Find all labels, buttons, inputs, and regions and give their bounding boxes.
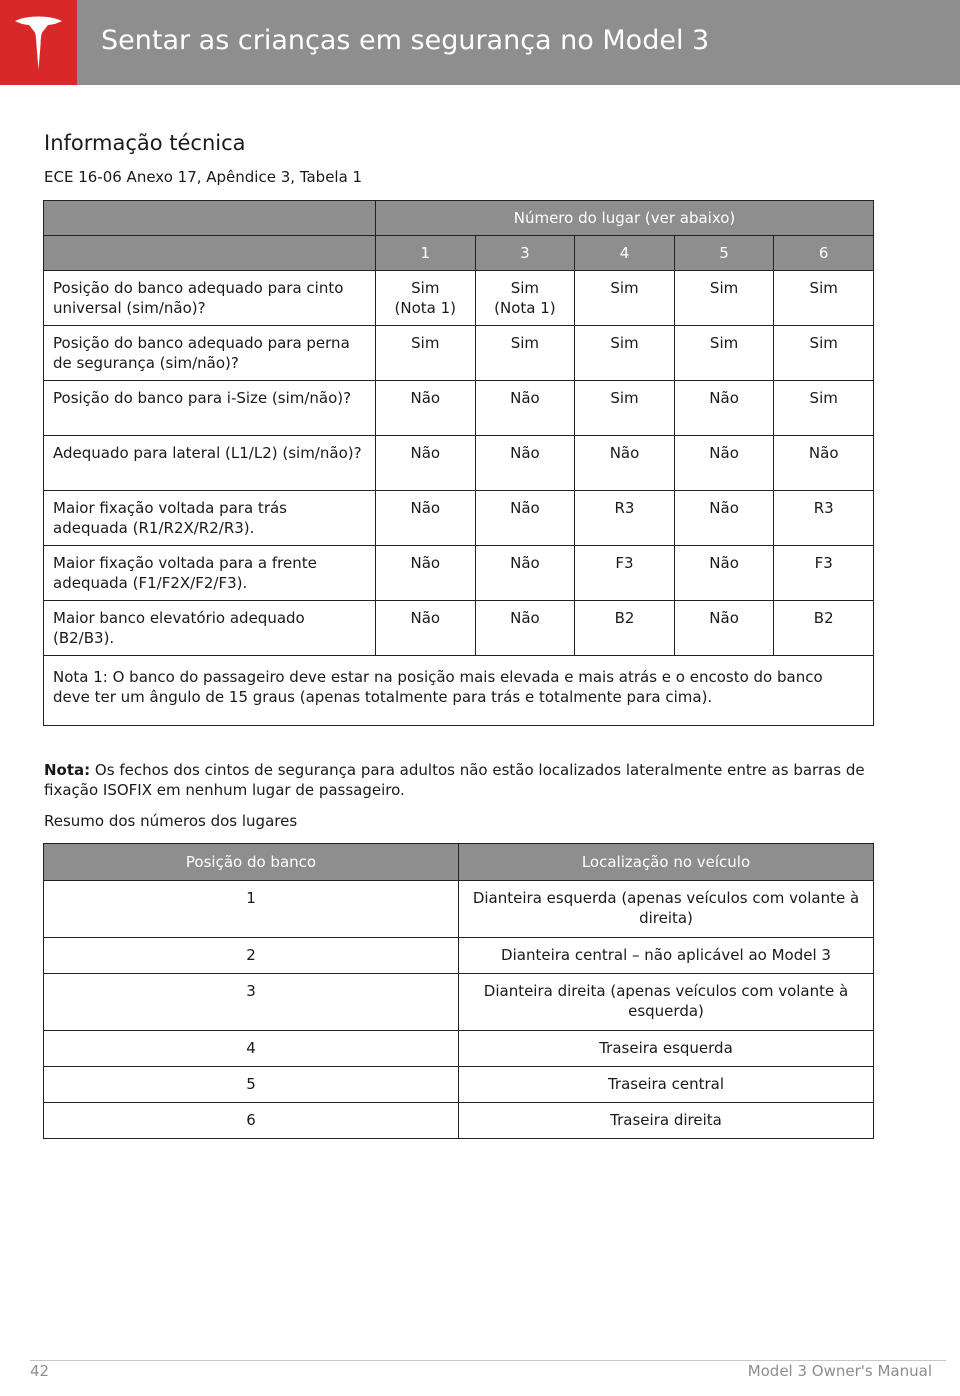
note-label: Nota:: [44, 761, 91, 779]
cell-value: Sim: [774, 271, 874, 326]
table-row: [44, 546, 874, 601]
cell-value: Não: [575, 436, 675, 491]
seat-suitability-table: [43, 200, 874, 726]
brand-logo: [0, 0, 77, 85]
cell-value: R3: [774, 491, 874, 546]
row-label: Maior fixação voltada para trás adequada (R1/R2X/R2/R3).: [44, 491, 376, 546]
row-label: Posição do banco para i-Size (sim/não)?: [44, 381, 376, 436]
cell-value: Não: [475, 546, 575, 601]
cell-value: Sim: [674, 271, 774, 326]
table-row: [44, 601, 874, 656]
seat-position: 2: [44, 938, 459, 974]
seat-header: 3: [475, 236, 575, 271]
cell-value: Não: [674, 491, 774, 546]
column-header: Posição do banco: [44, 844, 459, 881]
table-row: [44, 1031, 874, 1067]
cell-value: Sim: [774, 381, 874, 436]
row-label: Adequado para lateral (L1/L2) (sim/não)?: [44, 436, 376, 491]
seat-position: 4: [44, 1031, 459, 1067]
table-row: [44, 938, 874, 974]
cell-value: Sim: [674, 326, 774, 381]
note-paragraph: [44, 760, 874, 800]
table-row: [44, 381, 874, 436]
vehicle-location: Traseira esquerda: [459, 1031, 874, 1067]
seat-position: 5: [44, 1067, 459, 1103]
table-row: [44, 881, 874, 938]
note-text: Os fechos dos cintos de segurança para adultos não estão localizados lateralmente entre as barras de fixação ISOFIX em nenhum lugar de passageiro.: [44, 761, 865, 799]
cell-value: Não: [475, 381, 575, 436]
row-label: Posição do banco adequado para perna de segurança (sim/não)?: [44, 326, 376, 381]
table-row: [44, 491, 874, 546]
cell-value: Sim (Nota 1): [376, 271, 476, 326]
vehicle-location: Traseira direita: [459, 1103, 874, 1139]
header-empty-cell: [44, 201, 376, 236]
cell-value: R3: [575, 491, 675, 546]
cell-value: Não: [376, 381, 476, 436]
group-header: Número do lugar (ver abaixo): [376, 201, 874, 236]
cell-value: Sim: [575, 381, 675, 436]
cell-value: Não: [475, 436, 575, 491]
summary-title: Resumo dos números dos lugares: [44, 812, 298, 830]
seat-position: 3: [44, 974, 459, 1031]
section-subtitle: ECE 16-06 Anexo 17, Apêndice 3, Tabela 1: [44, 168, 363, 186]
cell-value: Não: [674, 601, 774, 656]
table-row: [44, 436, 874, 491]
seat-header: 1: [376, 236, 476, 271]
table-row: [44, 974, 874, 1031]
table-row: [44, 326, 874, 381]
cell-value: F3: [575, 546, 675, 601]
cell-value: Não: [376, 546, 476, 601]
cell-value: Não: [475, 491, 575, 546]
cell-value: Não: [475, 601, 575, 656]
cell-value: Não: [376, 491, 476, 546]
page-number: 42: [30, 1362, 50, 1380]
cell-value: Não: [376, 436, 476, 491]
seat-header: 5: [674, 236, 774, 271]
row-label: Maior banco elevatório adequado (B2/B3).: [44, 601, 376, 656]
row-label: Maior fixação voltada para a frente adequada (F1/F2X/F2/F3).: [44, 546, 376, 601]
column-header: Localização no veículo: [459, 844, 874, 881]
cell-value: B2: [575, 601, 675, 656]
cell-value: Sim: [475, 326, 575, 381]
chapter-title: Sentar as crianças em segurança no Model 3: [101, 25, 710, 56]
manual-title: Model 3 Owner's Manual: [747, 1362, 932, 1380]
cell-value: Sim: [774, 326, 874, 381]
cell-value: Não: [674, 546, 774, 601]
cell-value: F3: [774, 546, 874, 601]
cell-value: Não: [376, 601, 476, 656]
cell-value: Não: [674, 436, 774, 491]
table-row: [44, 1067, 874, 1103]
section-title: Informação técnica: [44, 131, 246, 155]
seat-number-summary-table: [43, 843, 874, 1139]
seat-header: 6: [774, 236, 874, 271]
table-row: [44, 1103, 874, 1139]
cell-value: Não: [674, 381, 774, 436]
vehicle-location: Dianteira direita (apenas veículos com volante à esquerda): [459, 974, 874, 1031]
footer-divider: [30, 1360, 946, 1361]
cell-value: Sim: [575, 326, 675, 381]
table-footnote: Nota 1: O banco do passageiro deve estar na posição mais elevada e mais atrás e o encosto do banco deve ter um ângulo de 15 graus (apenas totalmente para trás e totalmente para cima).: [44, 656, 874, 726]
vehicle-location: Traseira central: [459, 1067, 874, 1103]
cell-value: Sim: [376, 326, 476, 381]
cell-value: B2: [774, 601, 874, 656]
tesla-logo-icon: [13, 14, 64, 71]
row-label: Posição do banco adequado para cinto universal (sim/não)?: [44, 271, 376, 326]
cell-value: Sim (Nota 1): [475, 271, 575, 326]
vehicle-location: Dianteira central – não aplicável ao Model 3: [459, 938, 874, 974]
cell-value: Não: [774, 436, 874, 491]
header-empty-cell: [44, 236, 376, 271]
vehicle-location: Dianteira esquerda (apenas veículos com volante à direita): [459, 881, 874, 938]
seat-position: 1: [44, 881, 459, 938]
seat-position: 6: [44, 1103, 459, 1139]
page-header: [0, 0, 960, 85]
cell-value: Sim: [575, 271, 675, 326]
table-row: [44, 271, 874, 326]
seat-header: 4: [575, 236, 675, 271]
